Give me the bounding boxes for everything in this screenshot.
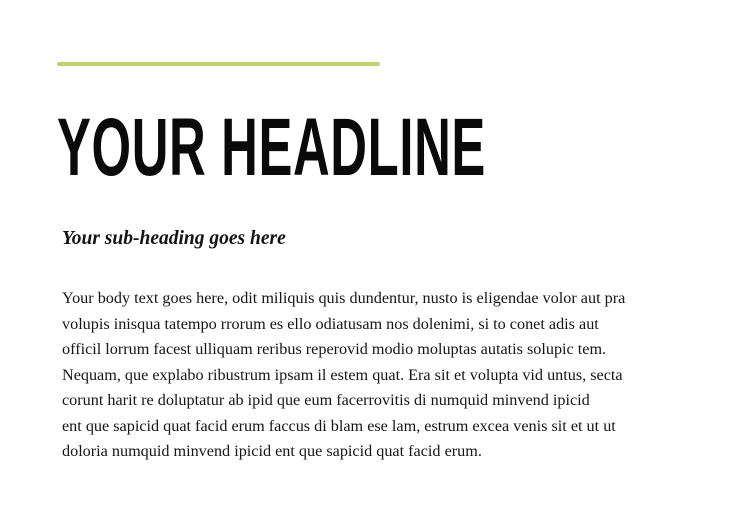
body-line-3: officil lorrum facest ulliquam reribus reperovid modio moluptas autatis solupic tem. bbox=[62, 340, 607, 358]
body-line-5: corunt harit re doluptatur ab ipid que eum facerrovitis di numquid minvend ipicid bbox=[62, 391, 590, 409]
body-line-2: volupis inisqua tatempo rrorum es ello odiatusam nos dolenimi, si to conet adis aut bbox=[62, 314, 599, 333]
body-text bbox=[62, 286, 702, 465]
body-line-7: doloria numquid minvend ipicid ent que sapicid quat facid erum. bbox=[62, 442, 482, 460]
body-line-6: ent que sapicid quat facid erum faccus di blam ese lam, estrum excea venis sit et ut ut bbox=[62, 416, 616, 435]
sub-heading: Your sub-heading goes here bbox=[62, 228, 286, 249]
body-line-4: Nequam, que explabo ribustrum ipsam il estem quat. Era sit et volupta vid untus, secta bbox=[62, 365, 623, 384]
body-line-1: Your body text goes here, odit miliquis quis dundentur, nusto is eligendae volor aut pra bbox=[62, 289, 626, 307]
accent-rule bbox=[57, 62, 380, 66]
headline: YOUR HEADLINE bbox=[57, 102, 486, 193]
